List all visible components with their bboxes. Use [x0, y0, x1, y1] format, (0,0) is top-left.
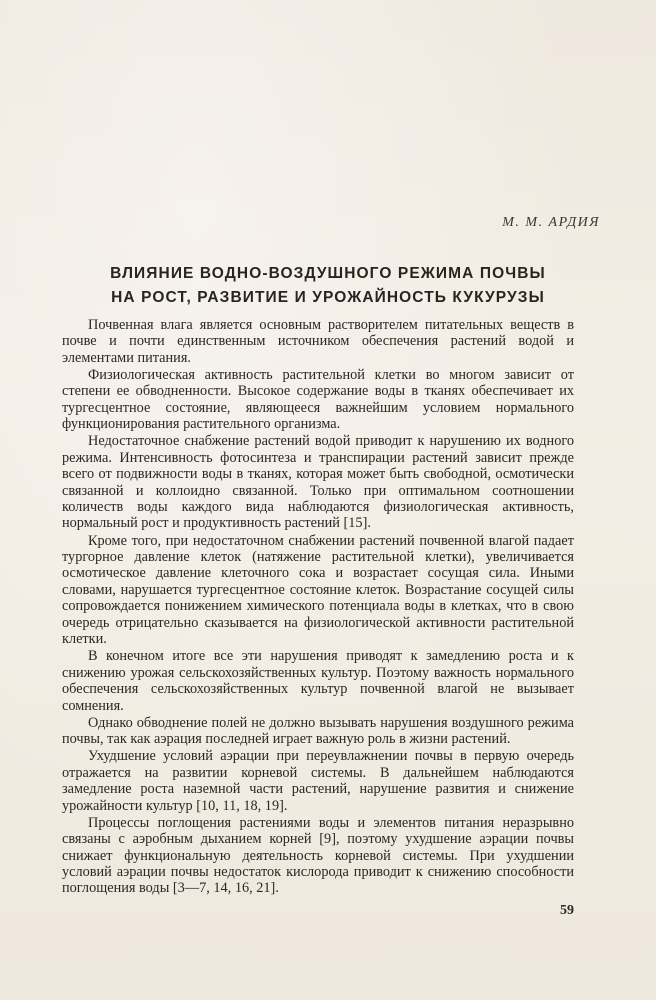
- paragraph-3: Недостаточное снабжение растений водой приводит к нарушению их водного режима. Интенсивность фотосинтеза и транспирации растений зависит прежде всего от подвижности воды в тканях, которая может быть свободной, осмотически связанной и коллоидно связанной. Только при оптимальном соотношении количеств воды каждого вида наблюдаются физиологическая активность, нормальный рост и продуктивность растений [15].: [62, 433, 574, 532]
- paragraph-8: Процессы поглощения растениями воды и элементов питания неразрывно связаны с аэробным дыханием корней [9], поэтому ухудшение аэрации почвы снижает функциональную деятельность корневой системы. При ухудшении условий аэрации почвы недостаток кислорода приводит к снижению способности поглощения воды [3—7, 14, 16, 21].: [62, 814, 574, 897]
- paragraph-1: Почвенная влага является основным растворителем питательных веществ в почве и почти единственным источником обеспечения растений водой и элементами питания.: [62, 317, 574, 366]
- article-title: [0, 262, 656, 310]
- paragraph-4: Кроме того, при недостаточном снабжении растений почвенной влагой падает тургорное давление клеток (натяжение растительной клетки), увеличивается осмотическое давление клеточного сока и возрастает сосущая сила. Иными словами, нарушается тургесцентное состояние клеток. Возрастание сосущей силы сопровождается понижением химического потенциала воды в клетках, что в свою очередь отрицательно сказывается на физиологической активности растительной клетки.: [62, 532, 574, 648]
- article-body: [62, 317, 574, 898]
- paragraph-5: В конечном итоге все эти нарушения приводят к замедлению роста и к снижению урожая сельскохозяйственных культур. Поэтому важность нормального обеспечения сельскохозяйственных культур почвенной влагой не вызывает сомнения.: [62, 648, 574, 714]
- title-line-2: НА РОСТ, РАЗВИТИЕ И УРОЖАЙНОСТЬ КУКУРУЗЫ: [111, 289, 545, 306]
- title-line-1: ВЛИЯНИЕ ВОДНО-ВОЗДУШНОГО РЕЖИМА ПОЧВЫ: [110, 265, 546, 282]
- paragraph-6: Однако обводнение полей не должно вызывать нарушения воздушного режима почвы, так как аэрация последней играет важную роль в жизни растений.: [62, 714, 574, 748]
- paragraph-2: Физиологическая активность растительной клетки во многом зависит от степени ее обводненности. Высокое содержание воды в тканях обеспечивает их тургесцентное состояние, являющееся важнейшим условием нормального функционирования растительного организма.: [62, 367, 574, 433]
- paragraph-7: Ухудшение условий аэрации при переувлажнении почвы в первую очередь отражается на развитии корневой системы. В дальнейшем наблюдаются замедление роста наземной части растений, нарушение развития и снижение урожайности культур [10, 11, 18, 19].: [62, 748, 574, 814]
- author-name: М. М. АРДИЯ: [502, 215, 600, 230]
- page-number: 59: [560, 903, 574, 918]
